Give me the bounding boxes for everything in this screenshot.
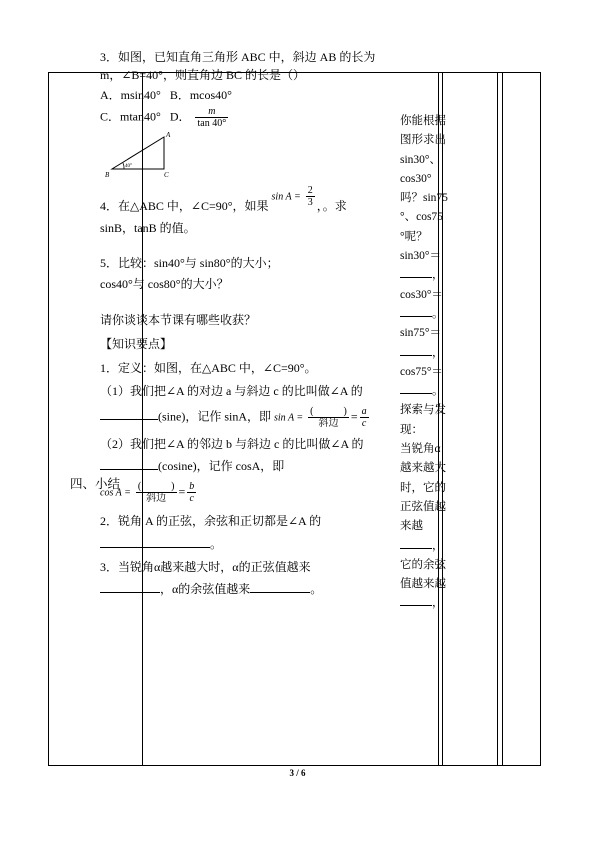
k1-sub2-line2-text: (cosine)，记作 cosA，即: [158, 459, 285, 473]
q3-option-d-denominator: tan 40°: [197, 118, 227, 129]
student-activity-text: [400, 112, 450, 614]
cos75-period: 。: [432, 385, 444, 398]
q3-option-c: C．mtan40°: [100, 109, 161, 124]
explore-cos-answer: [400, 594, 450, 613]
explore-sin-answer: [400, 537, 450, 556]
sin-formula-fraction: [308, 406, 349, 429]
q4-prefix: 4．在△ABC 中，∠C=90°，如果: [100, 199, 269, 213]
section-label: 四、小结: [69, 477, 120, 491]
q3-line1: 3．如图，已知直角三角形 ABC 中，斜边 AB 的长为: [100, 50, 376, 64]
side-cos75-answer: [400, 382, 450, 401]
explore-line-5: 时，它的: [400, 481, 446, 494]
q4-formula-denominator: 3: [307, 196, 313, 208]
k2-blank[interactable]: [100, 547, 210, 548]
k3-blank-sin[interactable]: [100, 592, 160, 593]
q4-formula-numerator: 2: [307, 184, 313, 196]
summary-prompt: 请你谈谈本节课有哪些收获？: [100, 313, 257, 327]
cos-formula: cos A = $\frac{( )}{\text{斜边}}$ = $\frac{b}{c}$: [100, 481, 195, 504]
k1-sub1-line2: (sine)，记作 sinA，即 sin A = $\frac{( )}{\text{斜边}}$ = $\frac{a}{c}$: [100, 406, 386, 429]
side-cos30: cos30°＝: [400, 288, 443, 301]
angle-label: 40°: [125, 164, 132, 169]
explore-line-7: 来越: [400, 520, 423, 533]
col-notes: [502, 72, 541, 766]
q4-formula: [272, 185, 317, 208]
q4-suffix: ，。求: [316, 199, 347, 213]
explore-cos-blank[interactable]: [400, 605, 432, 606]
k2-line2: [100, 535, 386, 553]
sin30-blank[interactable]: [400, 277, 432, 278]
student-activity-inner-box: [442, 72, 498, 766]
side-sin30: sin30°＝: [400, 250, 442, 263]
k3-blank-cos[interactable]: [250, 592, 310, 593]
q3-option-a: A．msin40°: [100, 88, 161, 102]
q5-line2: cos40°与 cos80°的大小？: [100, 277, 229, 291]
triangle-figure: [104, 129, 184, 181]
sine-blank[interactable]: [100, 419, 158, 420]
explore-line-2: 现：: [400, 423, 423, 436]
side-line-4: cos30°: [400, 172, 432, 185]
cos-formula-numerator: ( ): [137, 481, 175, 492]
angle-arc: [123, 163, 124, 169]
q3-option-d: D．: [169, 109, 191, 124]
k3-line1: 3．当锐角α越来越大时，α的正弦值越来: [100, 560, 311, 574]
side-cos30-answer: [400, 305, 450, 324]
sin30-comma: ，: [432, 269, 444, 282]
page-number: 3 / 6: [289, 768, 306, 778]
explore2-line-1: 它的余弦: [400, 558, 446, 571]
explore-line-3: 当锐角α: [400, 443, 441, 456]
k3-end: 。: [310, 582, 323, 596]
q4-line2: sinB，tanB 的值。: [100, 221, 196, 235]
explore-line-6: 正弦值越: [400, 500, 446, 513]
q4-formula-lhs: sin A =: [271, 191, 301, 202]
side-line-3: sin30°、: [400, 153, 442, 166]
q4-line1: [100, 184, 386, 215]
explore-sin-comma: ，: [432, 539, 444, 552]
sin-result-numerator: a: [361, 406, 367, 417]
cos75-blank[interactable]: [400, 393, 432, 394]
k2-line1: 2．锐角 A 的正弦，余弦和正切都是∠A 的: [100, 514, 322, 528]
sin75-comma: ，: [432, 346, 444, 359]
k1-sub1-line2-text: (sine)，记作 sinA，即: [158, 409, 271, 424]
cos-formula-lhs: cos A =: [100, 487, 131, 499]
k1-sub2-line2: [100, 457, 386, 475]
explore-cos-comma: ，: [432, 597, 444, 610]
k3-line2: [100, 580, 386, 598]
k2-end: 。: [210, 537, 223, 551]
main-content: [100, 48, 386, 598]
q4-formula-fraction: [306, 185, 315, 208]
side-line-2: 图形求出: [400, 134, 446, 147]
triangle-shape: [112, 137, 164, 169]
side-line-1: 你能根据: [400, 115, 446, 127]
explore-sin-blank[interactable]: [400, 548, 432, 549]
knowledge-heading: 【知识要点】: [100, 337, 173, 351]
q3-options-cd: [100, 106, 386, 129]
q3-option-d-numerator: m: [195, 106, 228, 118]
cos30-period: 。: [432, 307, 444, 320]
sin-formula-result: [360, 406, 369, 429]
side-line-6: °、cos75: [400, 211, 443, 224]
q3-option-d-fraction: [195, 106, 228, 129]
q3-option-b: B．mcos40°: [169, 88, 232, 102]
cos-result-denominator: c: [189, 493, 194, 504]
vertex-c-label: C: [164, 171, 169, 179]
cos-formula-fraction: [136, 481, 177, 504]
side-sin30-answer: [400, 266, 450, 285]
q3-line2: m，∠B=40°，则直角边 BC 的长是（）: [100, 68, 305, 82]
cos30-blank[interactable]: [400, 316, 432, 317]
side-sin75-answer: [400, 344, 450, 363]
k3-mid: ，α的余弦值越来: [160, 582, 251, 596]
side-cos75: cos75°＝: [400, 365, 443, 378]
vertex-b-label: B: [105, 171, 110, 179]
k1-line1: 1．定义：如图，在△ABC 中，∠C=90°。: [100, 361, 317, 375]
sin-result-denominator: c: [361, 418, 367, 429]
q3-options-ab: [100, 86, 386, 104]
cos-result-numerator: b: [189, 481, 195, 492]
k1-sub1: （1）我们把∠A 的对边 a 与斜边 c 的比叫做∠A 的: [100, 384, 363, 398]
side-line-5: 吗？sin75: [400, 192, 448, 205]
sin-formula-lhs: sin A =: [274, 412, 304, 424]
vertex-a-label: A: [166, 131, 171, 139]
sin75-blank[interactable]: [400, 355, 432, 356]
side-line-7: °呢？: [400, 230, 428, 243]
explore2-line-2: 值越来越: [400, 578, 446, 591]
side-sin75: sin75°＝: [400, 327, 442, 340]
cos-formula-denominator: 斜边: [146, 493, 167, 504]
sin-formula-numerator: ( ): [310, 406, 347, 417]
cosine-blank[interactable]: [100, 469, 158, 470]
k1-sub2: （2）我们把∠A 的邻边 b 与斜边 c 的比叫做∠A 的: [100, 437, 364, 451]
sin-formula-denominator: 斜边: [318, 418, 339, 429]
cos-formula-result: [187, 481, 196, 504]
explore-line-4: 越来越大: [400, 462, 446, 475]
explore-line-1: 探索与发: [400, 404, 446, 417]
q5-line1: 5．比较：sin40°与 sin80°的大小；: [100, 256, 279, 270]
